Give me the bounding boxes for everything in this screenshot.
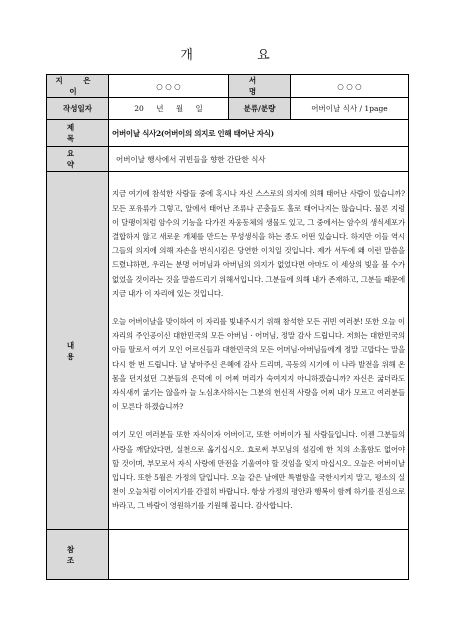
content-paragraph: 지금 여기에 참석한 사람들 중에 혹시나 자신 스스로의 의지에 의해 태어난 사람이 있습니까? 모든 포유류가 그렇고, 알에서 태어난 조류나 곤충들도 홀로 태어나지는 않습니다. 물론 지렁이 달팽이처럼 암수의 기능을 다가진 자웅동체의 생물도 있고, 그 중에서는 암수의 생식세포가 결합하지 않고 새로운 개체를 만드는 무성생식을 하는 종도 어떤 있습니다. 하지만 이들 역시 그들의 의지에 의해 자손을 번식시킴은 당연한 이치일 것입니다. 제가 서두에 왜 이런 말씀을 드렸냐하면, 우리는 분명 어머님과 아버님의 의지가 없었다면 아마도 이 세상의 빛을 볼 수가 없었을 것이라는 것을 말씀드리기 위해서입니다. 그분들에 의해 내가 존재하고, 그분들 때문에 지금 내가 이 자리에 있는 것입니다. (112, 189, 405, 298)
content-row (47, 172, 409, 530)
reference-value (109, 530, 409, 580)
writer-label: 지 은 이 (47, 75, 109, 98)
date-row (47, 98, 409, 120)
date-label: 작성일자 (47, 98, 109, 120)
content-label: 내 용 (47, 172, 109, 530)
content-paragraph: 오늘 어버이날을 맞이하여 이 자리를 빛내주시기 위해 참석한 모든 귀빈 여러분! 또한 오늘 이 자리의 주인공이신 대한민국의 모든 아버님 · 어머님, 정말 감사 드립니다. 저희는 대한민국의 아들 딸로서 여기 모인 어르신들과 대한민국의 모든 어머님·아버님들에게 정말 고맙다는 말을 다시 한 번 드립니다. 날 낳아주신 은혜에 감사 드리며, 곡동의 시기에 이 나라 발전을 위해 온몸을 던지셨던 그분들의 은덕에 이 어찌 머리가 숙여지지 아니하겠습니까? 자신은 굶더라도 자식새끼 굶기는 않을까 늘 노심초사하시는 그분의 헌신적 사랑을 어찌 내가 모르고 여러분들이 모른다 하겠습니까? (112, 316, 405, 412)
page-title: 개 요 (180, 48, 300, 63)
summary-row (47, 147, 409, 172)
writer-row (47, 75, 409, 98)
subject-value: 어버이날 식사2(어버이의 의지로 인해 태어난 자식) (109, 120, 409, 147)
writer-value: ○ ○ ○ (109, 75, 229, 98)
category-value: 어버이날 식사 / 1page (291, 98, 409, 120)
signature-value: ○ ○ ○ (291, 75, 409, 98)
category-label: 분류/분량 (229, 98, 291, 120)
content-body (109, 172, 409, 530)
summary-label: 요 약 (47, 147, 109, 172)
reference-row (47, 530, 409, 580)
reference-label: 참 조 (47, 530, 109, 580)
subject-label: 제 목 (47, 120, 109, 147)
summary-form (46, 74, 409, 580)
subject-row (47, 120, 409, 147)
signature-label: 서 명 (229, 75, 291, 98)
summary-value: 어버이날 행사에서 귀빈들을 향한 간단한 식사 (109, 147, 409, 172)
date-value: 20 년 월 일 (109, 98, 229, 120)
content-paragraph: 여기 모인 여러분들 또한 자식이자 어버이고, 또한 어버이가 될 사람들입니다. 이젠 그분들의 사랑을 깨달았다면, 실천으로 옮기십시오. 효로써 부모님의 섬김에 한 치의 소홀함도 없어야 할 것이며, 부모로서 자식 사랑에 만전을 기울여야 할 것임을 잊지 마십시오. 오늘은 어버이날입니다. 또한 5월은 가정의 달입니다. 오늘 같은 날에만 특별함을 국한시키지 말고, 평소의 실천이 오늘처럼 이어지기를 간절히 바랍니다. 항상 가정의 평안과 행복이 함께 하기를 진심으로 바라고, 그 바람이 영원하기를 기원해 봅니다. 감사합니다. (112, 430, 405, 511)
